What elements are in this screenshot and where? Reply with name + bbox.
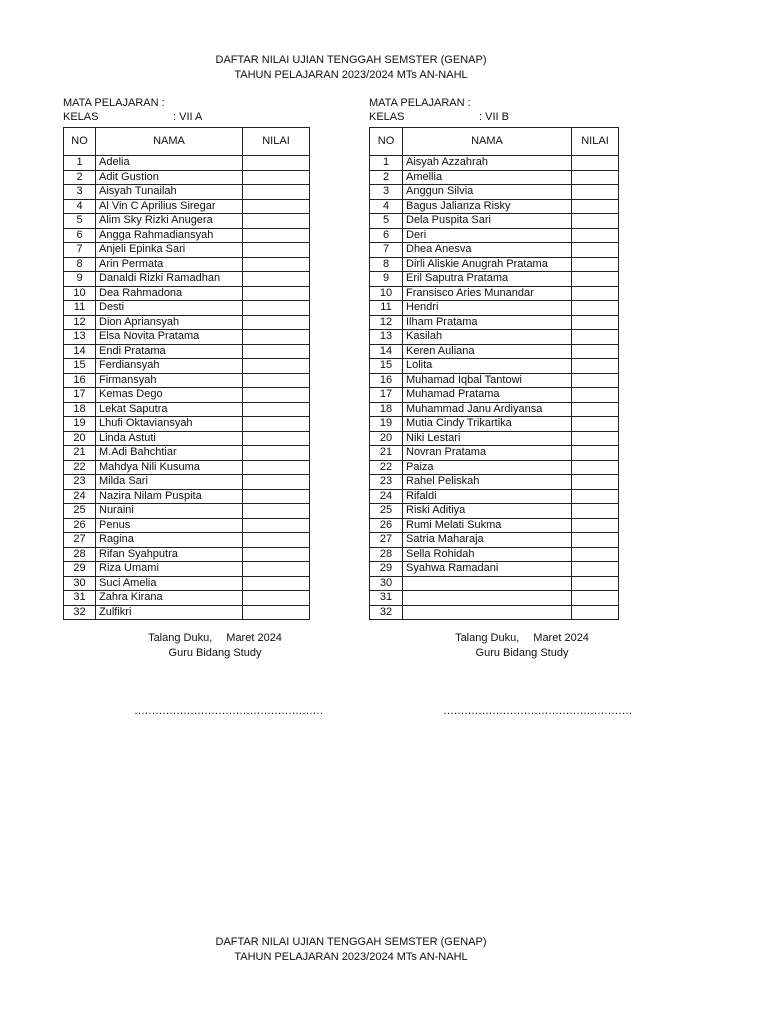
class-label: KELAS — [63, 111, 99, 123]
table-row — [64, 605, 310, 620]
row-number: 2 — [370, 170, 403, 185]
grade-cell[interactable] — [243, 446, 310, 461]
student-name: Anjeli Epinka Sari — [96, 243, 243, 258]
grade-cell[interactable] — [572, 460, 619, 475]
student-name: Zulfikri — [96, 605, 243, 620]
grade-cell[interactable] — [572, 243, 619, 258]
table-row — [64, 359, 310, 374]
table-row — [64, 315, 310, 330]
grade-cell[interactable] — [572, 402, 619, 417]
grade-cell[interactable] — [572, 576, 619, 591]
grade-cell[interactable] — [243, 359, 310, 374]
grade-cell[interactable] — [243, 330, 310, 345]
student-name: Bagus Jalianza Risky — [403, 199, 572, 214]
row-number: 3 — [370, 185, 403, 200]
grade-cell[interactable] — [243, 431, 310, 446]
row-number: 17 — [64, 388, 96, 403]
grade-cell[interactable] — [243, 214, 310, 229]
table-row — [370, 489, 619, 504]
table-row — [370, 446, 619, 461]
table-row — [64, 156, 310, 171]
student-name — [403, 605, 572, 620]
table-row — [370, 402, 619, 417]
document-subtitle: TAHUN PELAJARAN 2023/2024 MTs AN-NAHL — [234, 69, 468, 81]
table-row — [370, 591, 619, 606]
table-row — [64, 170, 310, 185]
class-section-vii-a — [63, 96, 310, 620]
grade-cell[interactable] — [572, 272, 619, 287]
student-name: Kasilah — [403, 330, 572, 345]
grade-cell[interactable] — [243, 562, 310, 577]
grade-cell[interactable] — [243, 504, 310, 519]
table-row — [370, 185, 619, 200]
row-number: 11 — [64, 301, 96, 316]
grade-cell[interactable] — [572, 301, 619, 316]
row-number: 27 — [370, 533, 403, 548]
row-number: 32 — [370, 605, 403, 620]
class-meta — [63, 96, 310, 124]
student-name: Nazira Nilam Puspita — [96, 489, 243, 504]
table-row — [64, 417, 310, 432]
row-number: 30 — [370, 576, 403, 591]
student-name: Fransisco Aries Munandar — [403, 286, 572, 301]
grade-cell[interactable] — [243, 388, 310, 403]
row-number: 14 — [64, 344, 96, 359]
grade-cell[interactable] — [572, 533, 619, 548]
row-number: 1 — [64, 156, 96, 171]
table-row — [370, 460, 619, 475]
table-row — [64, 518, 310, 533]
row-number: 7 — [370, 243, 403, 258]
student-name: Muhamad Pratama — [403, 388, 572, 403]
table-row — [370, 431, 619, 446]
grade-cell[interactable] — [572, 330, 619, 345]
student-name: Milda Sari — [96, 475, 243, 490]
grade-cell[interactable] — [243, 301, 310, 316]
student-name: Muhamad Iqbal Tantowi — [403, 373, 572, 388]
student-name: Alim Sky Rizki Anugera — [96, 214, 243, 229]
grade-cell[interactable] — [572, 504, 619, 519]
signature-place: Talang Duku, — [148, 632, 213, 644]
subject-label: MATA PELAJARAN : — [63, 97, 165, 109]
column-header-nama: NAMA — [403, 128, 572, 156]
row-number: 5 — [64, 214, 96, 229]
row-number: 28 — [370, 547, 403, 562]
grades-table — [369, 127, 619, 620]
student-name: Danaldi Rizki Ramadhan — [96, 272, 243, 287]
student-name: Arin Permata — [96, 257, 243, 272]
table-row — [64, 373, 310, 388]
grade-cell[interactable] — [572, 344, 619, 359]
table-row — [64, 286, 310, 301]
column-header-no: NO — [64, 128, 96, 156]
row-number: 12 — [370, 315, 403, 330]
student-name — [403, 576, 572, 591]
table-row — [64, 214, 310, 229]
row-number: 12 — [64, 315, 96, 330]
grade-cell[interactable] — [243, 489, 310, 504]
student-name: M.Adi Bahchtiar — [96, 446, 243, 461]
grade-cell[interactable] — [243, 257, 310, 272]
document-title: DAFTAR NILAI UJIAN TENGGAH SEMSTER (GENAP) — [215, 936, 487, 948]
student-name: Nuraini — [96, 504, 243, 519]
row-number: 18 — [64, 402, 96, 417]
student-name: Riza Umami — [96, 562, 243, 577]
table-row — [370, 272, 619, 287]
student-name: Al Vin C Aprilius Siregar — [96, 199, 243, 214]
row-number: 28 — [64, 547, 96, 562]
table-row — [370, 301, 619, 316]
student-name: Satria Maharaja — [403, 533, 572, 548]
table-row — [370, 373, 619, 388]
grade-cell[interactable] — [243, 591, 310, 606]
student-name: Linda Astuti — [96, 431, 243, 446]
table-header-row — [370, 128, 619, 156]
row-number: 26 — [64, 518, 96, 533]
table-row — [370, 330, 619, 345]
grade-cell[interactable] — [243, 533, 310, 548]
grade-cell[interactable] — [572, 489, 619, 504]
table-row — [370, 504, 619, 519]
grade-cell[interactable] — [572, 591, 619, 606]
class-meta — [369, 96, 619, 124]
student-name: Firmansyah — [96, 373, 243, 388]
grade-cell[interactable] — [572, 315, 619, 330]
grade-cell[interactable] — [572, 359, 619, 374]
signature-line: ……………………………………………… — [443, 705, 632, 717]
grades-table — [63, 127, 310, 620]
signature-place-date — [130, 631, 300, 646]
table-row — [370, 344, 619, 359]
row-number: 29 — [64, 562, 96, 577]
row-number: 24 — [64, 489, 96, 504]
student-name: Rifaldi — [403, 489, 572, 504]
student-name: Amellia — [403, 170, 572, 185]
table-row — [370, 156, 619, 171]
table-row — [64, 475, 310, 490]
grade-cell[interactable] — [572, 605, 619, 620]
signature-date: Maret 2024 — [533, 632, 589, 644]
row-number: 24 — [370, 489, 403, 504]
student-name: Dea Rahmadona — [96, 286, 243, 301]
column-header-nilai: NILAI — [243, 128, 310, 156]
table-row — [64, 562, 310, 577]
row-number: 4 — [370, 199, 403, 214]
grade-cell[interactable] — [243, 605, 310, 620]
student-name: Ferdiansyah — [96, 359, 243, 374]
table-row — [64, 243, 310, 258]
grade-cell[interactable] — [572, 373, 619, 388]
table-row — [64, 301, 310, 316]
student-name: Muhammad Janu Ardiyansa — [403, 402, 572, 417]
table-row — [370, 315, 619, 330]
signature-block — [130, 631, 300, 661]
table-row — [370, 257, 619, 272]
table-row — [64, 576, 310, 591]
student-name: Adelia — [96, 156, 243, 171]
row-number: 6 — [370, 228, 403, 243]
grade-cell[interactable] — [243, 547, 310, 562]
row-number: 13 — [370, 330, 403, 345]
row-number: 25 — [370, 504, 403, 519]
student-name: Zahra Kirana — [96, 591, 243, 606]
grade-cell[interactable] — [243, 272, 310, 287]
table-row — [370, 605, 619, 620]
row-number: 5 — [370, 214, 403, 229]
student-name: Keren Auliana — [403, 344, 572, 359]
table-row — [370, 518, 619, 533]
student-name: Niki Lestari — [403, 431, 572, 446]
student-name: Syahwa Ramadani — [403, 562, 572, 577]
student-name: Penus — [96, 518, 243, 533]
column-header-no: NO — [370, 128, 403, 156]
student-name: Adit Gustion — [96, 170, 243, 185]
row-number: 20 — [370, 431, 403, 446]
student-name: Sella Rohidah — [403, 547, 572, 562]
row-number: 22 — [64, 460, 96, 475]
student-name: Dela Puspita Sari — [403, 214, 572, 229]
row-number: 27 — [64, 533, 96, 548]
table-row — [370, 576, 619, 591]
grade-cell[interactable] — [572, 446, 619, 461]
row-number: 26 — [370, 518, 403, 533]
document-header — [0, 53, 702, 83]
row-number: 16 — [64, 373, 96, 388]
signature-line: ……………………………………………… — [134, 705, 323, 717]
grade-cell[interactable] — [572, 199, 619, 214]
table-row — [64, 402, 310, 417]
table-row — [64, 504, 310, 519]
student-name: Dhea Anesva — [403, 243, 572, 258]
student-name: Paiza — [403, 460, 572, 475]
row-number: 21 — [64, 446, 96, 461]
table-row — [370, 228, 619, 243]
row-number: 8 — [64, 257, 96, 272]
grade-cell[interactable] — [243, 199, 310, 214]
row-number: 2 — [64, 170, 96, 185]
row-number: 16 — [370, 373, 403, 388]
row-number: 22 — [370, 460, 403, 475]
table-row — [64, 489, 310, 504]
row-number: 18 — [370, 402, 403, 417]
table-row — [64, 199, 310, 214]
student-name: Dion Apriansyah — [96, 315, 243, 330]
signature-block — [437, 631, 607, 661]
grade-cell[interactable] — [243, 402, 310, 417]
table-row — [370, 547, 619, 562]
grade-cell[interactable] — [243, 475, 310, 490]
grade-cell[interactable] — [572, 156, 619, 171]
row-number: 14 — [370, 344, 403, 359]
table-row — [64, 591, 310, 606]
grade-cell[interactable] — [243, 417, 310, 432]
student-name: Anggun Silvia — [403, 185, 572, 200]
row-number: 19 — [64, 417, 96, 432]
student-name: Dirli Aliskie Anugrah Pratama — [403, 257, 572, 272]
table-row — [370, 475, 619, 490]
grade-cell[interactable] — [572, 170, 619, 185]
student-name: Aisyah Tunailah — [96, 185, 243, 200]
table-row — [370, 359, 619, 374]
table-row — [64, 228, 310, 243]
row-number: 9 — [370, 272, 403, 287]
student-name: Rifan Syahputra — [96, 547, 243, 562]
table-row — [64, 547, 310, 562]
table-row — [64, 533, 310, 548]
signature-place: Talang Duku, — [455, 632, 520, 644]
row-number: 3 — [64, 185, 96, 200]
table-row — [64, 344, 310, 359]
grade-cell[interactable] — [243, 460, 310, 475]
row-number: 17 — [370, 388, 403, 403]
student-name: Ragina — [96, 533, 243, 548]
row-number: 15 — [64, 359, 96, 374]
student-name: Rahel Peliskah — [403, 475, 572, 490]
row-number: 23 — [370, 475, 403, 490]
table-row — [370, 286, 619, 301]
table-row — [64, 330, 310, 345]
table-row — [64, 446, 310, 461]
document-title: DAFTAR NILAI UJIAN TENGGAH SEMSTER (GENAP) — [215, 54, 487, 66]
student-name: Endi Pratama — [96, 344, 243, 359]
column-header-nama: NAMA — [96, 128, 243, 156]
row-number: 13 — [64, 330, 96, 345]
student-name: Suci Amelia — [96, 576, 243, 591]
row-number: 20 — [64, 431, 96, 446]
grade-cell[interactable] — [572, 547, 619, 562]
student-name: Rumi Melati Sukma — [403, 518, 572, 533]
grade-cell[interactable] — [572, 214, 619, 229]
grade-cell[interactable] — [572, 475, 619, 490]
signature-place-date — [437, 631, 607, 646]
student-name: Lolita — [403, 359, 572, 374]
table-row — [64, 185, 310, 200]
row-number: 29 — [370, 562, 403, 577]
student-name: Mahdya Nili Kusuma — [96, 460, 243, 475]
row-number: 19 — [370, 417, 403, 432]
row-number: 23 — [64, 475, 96, 490]
table-row — [64, 257, 310, 272]
grade-cell[interactable] — [243, 156, 310, 171]
student-name — [403, 591, 572, 606]
row-number: 6 — [64, 228, 96, 243]
grade-cell[interactable] — [243, 286, 310, 301]
student-name: Eril Saputra Pratama — [403, 272, 572, 287]
table-row — [370, 199, 619, 214]
student-name: Aisyah Azzahrah — [403, 156, 572, 171]
table-header-row — [64, 128, 310, 156]
student-name: Lekat Saputra — [96, 402, 243, 417]
table-row — [370, 214, 619, 229]
student-name: Mutia Cindy Trikartika — [403, 417, 572, 432]
student-name: Angga Rahmadiansyah — [96, 228, 243, 243]
grade-cell[interactable] — [243, 344, 310, 359]
row-number: 8 — [370, 257, 403, 272]
document-subtitle: TAHUN PELAJARAN 2023/2024 MTs AN-NAHL — [234, 951, 468, 963]
class-value: : VII A — [173, 111, 203, 123]
table-row — [370, 170, 619, 185]
table-row — [64, 388, 310, 403]
row-number: 1 — [370, 156, 403, 171]
row-number: 30 — [64, 576, 96, 591]
grade-cell[interactable] — [572, 417, 619, 432]
grade-cell[interactable] — [243, 576, 310, 591]
row-number: 9 — [64, 272, 96, 287]
table-row — [64, 431, 310, 446]
table-row — [370, 562, 619, 577]
table-row — [370, 417, 619, 432]
grade-cell[interactable] — [572, 431, 619, 446]
class-label: KELAS — [369, 111, 405, 123]
student-name: Deri — [403, 228, 572, 243]
student-name: Hendri — [403, 301, 572, 316]
grade-cell[interactable] — [243, 185, 310, 200]
table-row — [370, 388, 619, 403]
row-number: 10 — [370, 286, 403, 301]
student-name: Ilham Pratama — [403, 315, 572, 330]
student-name: Riski Aditiya — [403, 504, 572, 519]
grade-cell[interactable] — [572, 228, 619, 243]
row-number: 15 — [370, 359, 403, 374]
row-number: 21 — [370, 446, 403, 461]
table-row — [370, 533, 619, 548]
class-value: : VII B — [479, 111, 509, 123]
student-name: Elsa Novita Pratama — [96, 330, 243, 345]
row-number: 11 — [370, 301, 403, 316]
grade-cell[interactable] — [572, 518, 619, 533]
grade-cell[interactable] — [243, 373, 310, 388]
grade-cell[interactable] — [572, 185, 619, 200]
signature-role: Guru Bidang Study — [475, 647, 569, 659]
row-number: 31 — [370, 591, 403, 606]
next-page-header — [0, 935, 702, 965]
row-number: 4 — [64, 199, 96, 214]
subject-label: MATA PELAJARAN : — [369, 97, 471, 109]
table-row — [64, 272, 310, 287]
grade-cell[interactable] — [243, 243, 310, 258]
row-number: 25 — [64, 504, 96, 519]
grade-cell[interactable] — [243, 170, 310, 185]
row-number: 32 — [64, 605, 96, 620]
grade-cell[interactable] — [572, 257, 619, 272]
student-name: Lhufi Oktaviansyah — [96, 417, 243, 432]
column-header-nilai: NILAI — [572, 128, 619, 156]
signature-role: Guru Bidang Study — [168, 647, 262, 659]
grade-cell[interactable] — [572, 562, 619, 577]
student-name: Desti — [96, 301, 243, 316]
class-section-vii-b — [369, 96, 619, 620]
student-name: Novran Pratama — [403, 446, 572, 461]
student-name: Kemas Dego — [96, 388, 243, 403]
row-number: 7 — [64, 243, 96, 258]
table-row — [370, 243, 619, 258]
grade-cell[interactable] — [243, 315, 310, 330]
grade-cell[interactable] — [572, 388, 619, 403]
table-row — [64, 460, 310, 475]
row-number: 10 — [64, 286, 96, 301]
row-number: 31 — [64, 591, 96, 606]
grade-cell[interactable] — [572, 286, 619, 301]
grade-cell[interactable] — [243, 518, 310, 533]
grade-cell[interactable] — [243, 228, 310, 243]
signature-date: Maret 2024 — [226, 632, 282, 644]
